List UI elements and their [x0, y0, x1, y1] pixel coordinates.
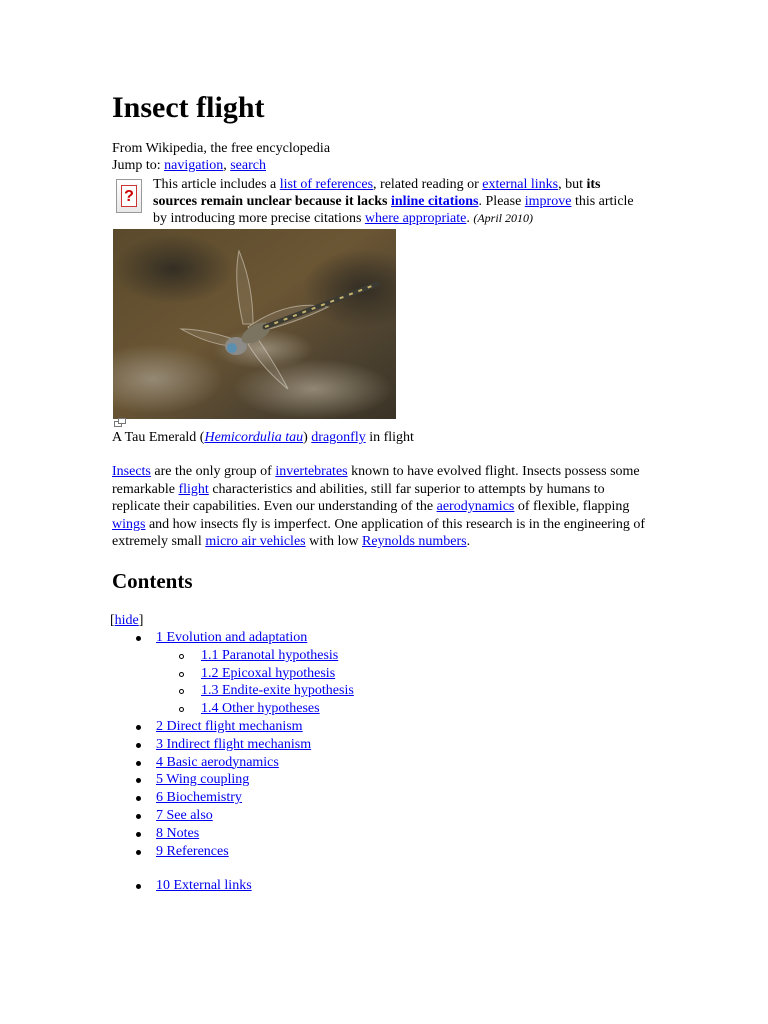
- circle-bullet-icon: [179, 672, 184, 677]
- notice-text-5: this article by introducing more precise citations: [153, 194, 634, 226]
- improve-link[interactable]: improve: [524, 194, 572, 209]
- toc-link[interactable]: 1.4 Other hypotheses: [201, 701, 320, 717]
- dragonfly-photo[interactable]: [113, 229, 396, 419]
- toc-item-references[interactable]: [156, 843, 229, 861]
- toc-link[interactable]: 9 References: [156, 843, 229, 859]
- toc-item-epicoxal[interactable]: [201, 665, 335, 683]
- caption-prefix: A Tau Emerald (: [112, 430, 205, 445]
- hide-bracket-open: [: [110, 613, 115, 628]
- toc-link[interactable]: 8 Notes: [156, 825, 200, 841]
- toc-item-notes[interactable]: [156, 825, 199, 843]
- wings-link[interactable]: wings: [112, 516, 146, 532]
- intro-text-5: and how insects fly is imperfect. One application of this research is in the engineering of extremely small: [112, 516, 646, 549]
- bullet-icon: [136, 796, 141, 801]
- toc-link[interactable]: 1.1 Paranotal hypothesis: [201, 647, 339, 663]
- toc-item-endite-exite[interactable]: [201, 682, 354, 700]
- bullet-icon: [136, 778, 141, 783]
- toc-link[interactable]: 6 Biochemistry: [156, 790, 242, 806]
- jump-to-separator: ,: [223, 158, 231, 173]
- notice-date: (April 2010): [473, 211, 534, 225]
- article-page: [110, 88, 652, 893]
- bullet-icon: [136, 743, 141, 748]
- contents-heading: Contents: [112, 569, 193, 593]
- toc-link[interactable]: 7 See also: [156, 808, 213, 823]
- notice-text-1: This article includes a: [153, 177, 280, 192]
- toc-item-indirect-flight[interactable]: [156, 736, 311, 754]
- intro-paragraph: [112, 463, 652, 551]
- toc-link[interactable]: 2 Direct flight mechanism: [156, 719, 303, 734]
- intro-text-2: known to have evolved flight. Insects possess some remarkable: [112, 464, 640, 497]
- toc-link[interactable]: 3 Indirect flight mechanism: [156, 736, 312, 752]
- navigation-link[interactable]: navigation: [164, 158, 224, 173]
- notice-text-3: , but: [558, 177, 587, 192]
- photo-caption: [112, 429, 414, 446]
- question-mark-icon: ?: [116, 179, 142, 213]
- hide-bracket-close: ]: [138, 613, 144, 628]
- notice-bold-1: its sources remain unclear because it lacks: [153, 177, 601, 209]
- site-tagline: From Wikipedia, the free encyclopedia: [112, 141, 331, 156]
- reynolds-numbers-link[interactable]: Reynolds numbers: [362, 534, 467, 549]
- circle-bullet-icon: [179, 654, 184, 659]
- notice-text-6: .: [466, 211, 474, 226]
- toc-link[interactable]: 1.2 Epicoxal hypothesis: [201, 665, 336, 681]
- intro-text-4: of flexible, flapping: [514, 499, 630, 514]
- external-links-link[interactable]: external links: [482, 177, 559, 192]
- toc-item-paranotal[interactable]: [201, 647, 338, 665]
- toc-link[interactable]: 5 Wing coupling: [156, 772, 250, 788]
- bullet-icon: [136, 832, 141, 837]
- intro-text-6: with low: [305, 534, 362, 549]
- toc-item-wing-coupling[interactable]: [156, 771, 249, 789]
- dragonfly-link[interactable]: dragonfly: [311, 430, 366, 445]
- list-of-references-link[interactable]: list of references: [279, 177, 374, 192]
- bullet-icon: [136, 814, 141, 819]
- jump-to-label: Jump to:: [112, 158, 165, 173]
- toc-item-biochemistry[interactable]: [156, 789, 242, 807]
- notice-text: [153, 176, 643, 227]
- circle-bullet-icon: [179, 689, 184, 694]
- jump-to-links: [112, 157, 266, 174]
- bullet-icon: [136, 636, 141, 641]
- toc-item-basic-aerodynamics[interactable]: [156, 754, 279, 772]
- toc-link[interactable]: 4 Basic aerodynamics: [156, 754, 279, 770]
- intro-text-7: .: [466, 534, 471, 549]
- caption-mid: ): [303, 430, 312, 445]
- inline-citations-link[interactable]: inline citations: [391, 194, 479, 209]
- insects-link[interactable]: Insects: [112, 464, 151, 479]
- flight-link[interactable]: flight: [178, 481, 209, 497]
- micro-air-vehicles-link[interactable]: micro air vehicles: [205, 534, 306, 549]
- invertebrates-link[interactable]: invertebrates: [275, 464, 348, 479]
- intro-text-3: characteristics and abilities, still far superior to attempts by humans to replicate their capabilities. Even our understanding of the: [112, 481, 605, 514]
- page-title: Insect flight: [112, 91, 265, 124]
- toc-hide-toggle: [110, 612, 143, 629]
- intro-text-1: are the only group of: [150, 464, 276, 479]
- species-link[interactable]: Hemicordulia tau: [204, 430, 304, 445]
- toc-item-direct-flight[interactable]: [156, 718, 303, 736]
- toc-link[interactable]: 1.3 Endite-exite hypothesis: [201, 683, 354, 699]
- bullet-icon: [136, 884, 141, 889]
- aerodynamics-link[interactable]: aerodynamics: [436, 499, 515, 514]
- bullet-icon: [136, 761, 141, 766]
- magnify-icon[interactable]: [114, 418, 126, 427]
- toc-link[interactable]: 1 Evolution and adaptation: [156, 630, 308, 645]
- toc-item-external-links[interactable]: [156, 877, 252, 895]
- caption-suffix: in flight: [365, 430, 414, 445]
- toc-item-other-hypotheses[interactable]: [201, 700, 320, 718]
- toc-item-evolution[interactable]: [156, 629, 307, 647]
- search-link[interactable]: search: [230, 158, 266, 173]
- bullet-icon: [136, 725, 141, 730]
- toc-item-see-also[interactable]: [156, 807, 213, 825]
- circle-bullet-icon: [179, 707, 184, 712]
- notice-text-4: . Please: [478, 194, 525, 209]
- bullet-icon: [136, 850, 141, 855]
- where-appropriate-link[interactable]: where appropriate: [364, 211, 467, 226]
- notice-text-2: , related reading or: [373, 177, 483, 192]
- hide-link[interactable]: hide: [114, 613, 139, 628]
- toc-link[interactable]: 10 External links: [156, 878, 252, 893]
